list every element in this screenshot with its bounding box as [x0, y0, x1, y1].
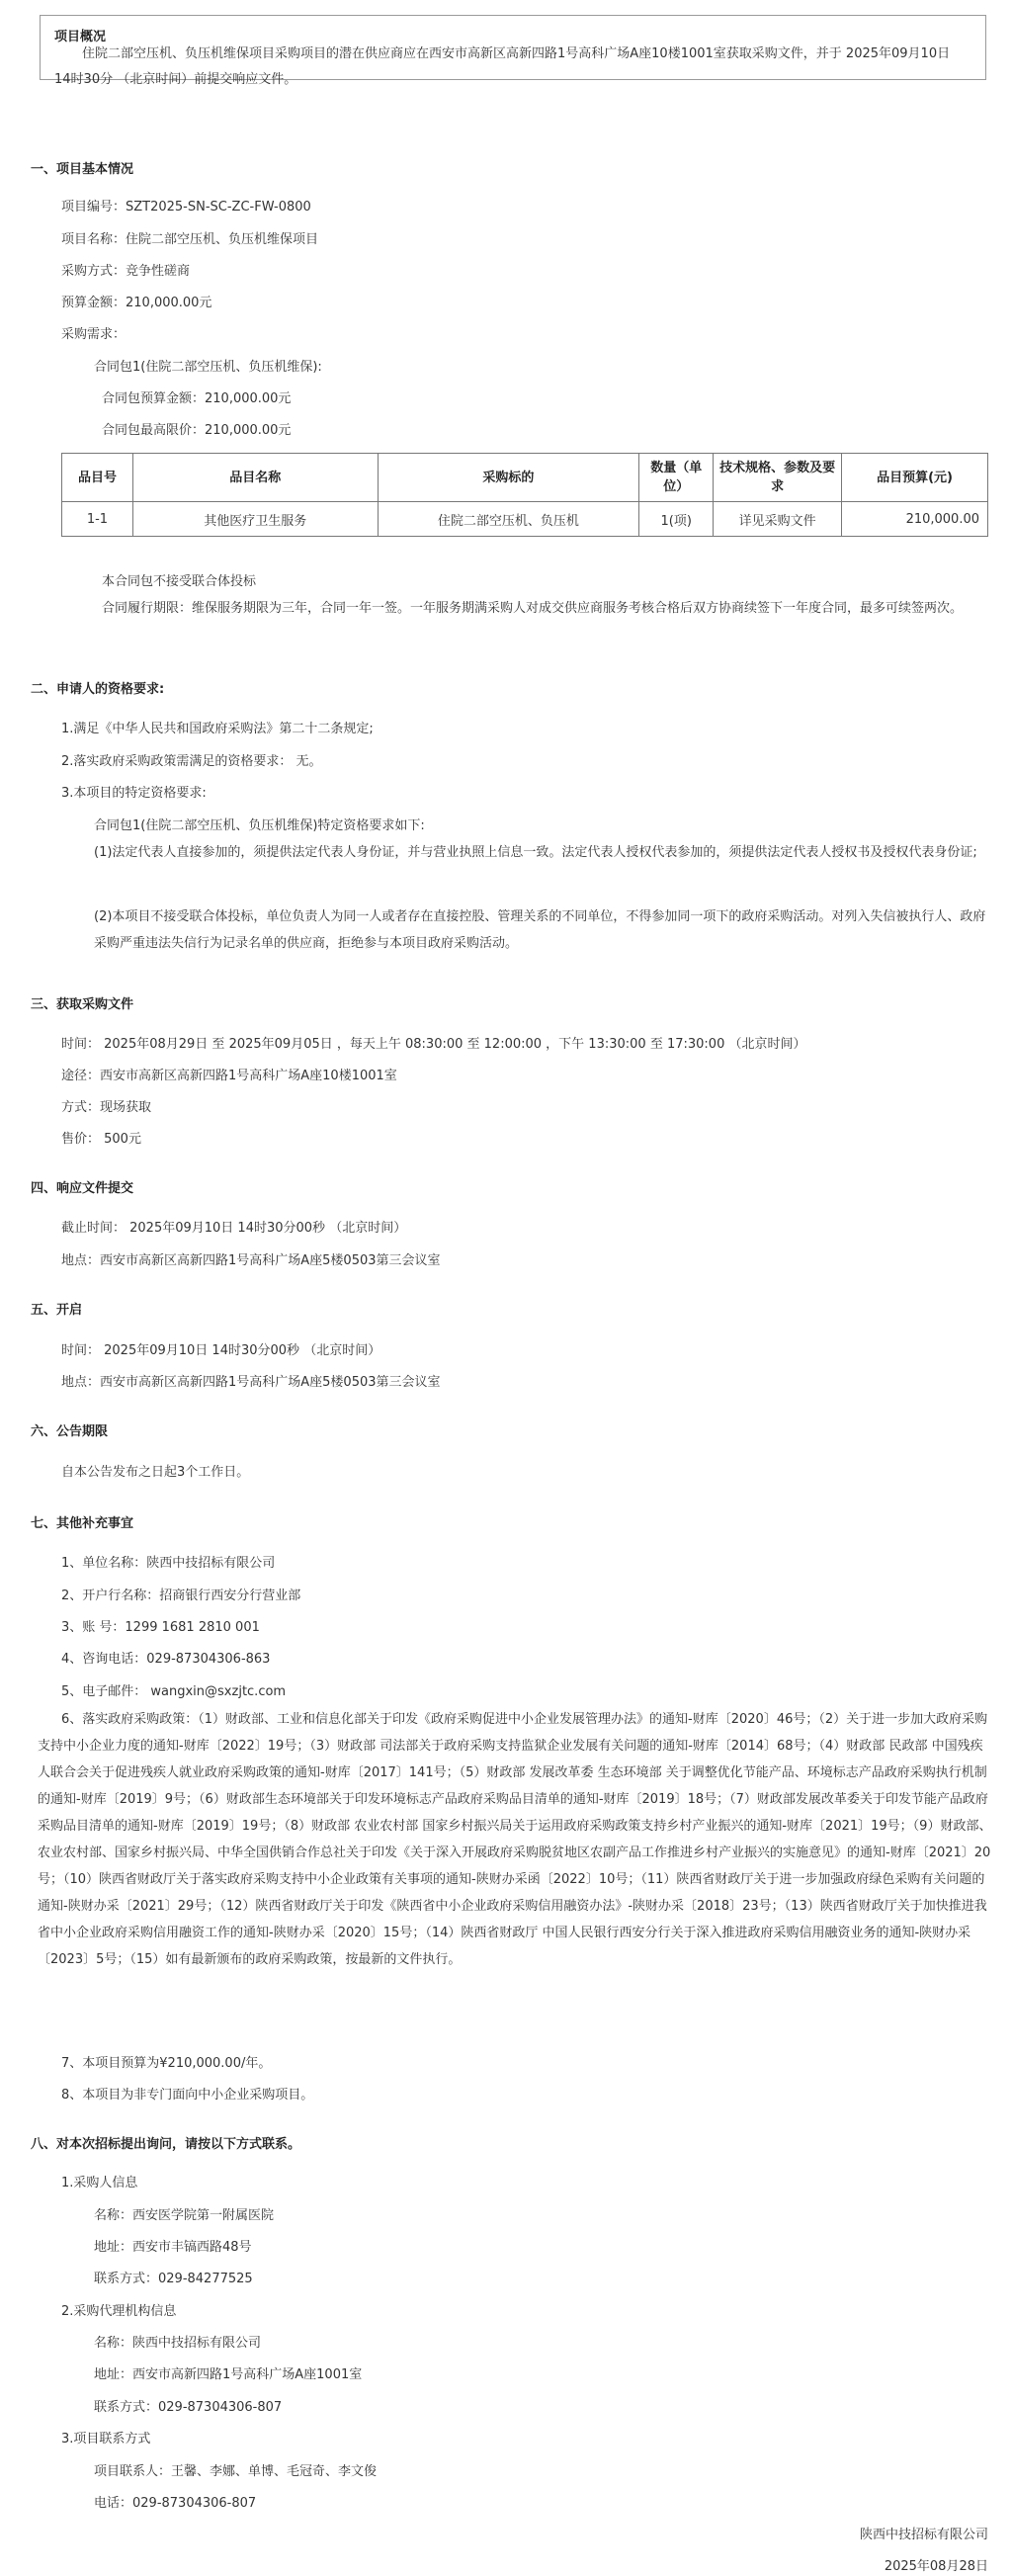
- cell-item-budget: 210,000.00: [842, 502, 988, 537]
- cell-spec: 详见采购文件: [714, 502, 842, 537]
- header-item-name: 品目名称: [132, 454, 378, 502]
- submission-place: 地点：西安市高新区高新四路1号高科广场A座5楼0503第三会议室: [61, 1253, 441, 1268]
- project-overview-box: [40, 15, 986, 87]
- requirement-1: (1)法定代表人直接参加的，须提供法定代表人身份证，并与营业执照上信息一致。法定代表人授权代表参加的，须提供法定代表人授权书及授权代表身份证;: [94, 845, 977, 860]
- section-7-title: 七、其他补充事宜: [31, 1516, 134, 1531]
- agent-name: 名称：陕西中技招标有限公司: [94, 2336, 262, 2351]
- section-3-title: 三、获取采购文件: [31, 997, 134, 1012]
- package-specific-requirements: 合同包1(住院二部空压机、负压机维保)特定资格要求如下:: [94, 818, 425, 833]
- table-header-row: [62, 454, 988, 502]
- account-number: 3、账 号：1299 1681 2810 001: [61, 1620, 260, 1635]
- annual-budget: 7、本项目预算为¥210,000.00/年。: [61, 2056, 272, 2071]
- opening-time: 时间： 2025年09月10日 14时30分00秒 （北京时间）: [61, 1343, 381, 1358]
- consult-phone: 4、咨询电话：029-87304306-863: [61, 1652, 271, 1667]
- submission-deadline: 截止时间： 2025年09月10日 14时30分00秒 （北京时间）: [61, 1221, 407, 1236]
- project-name: 项目名称：住院二部空压机、负压机维保项目: [61, 232, 319, 247]
- notice-period: 自本公告发布之日起3个工作日。: [61, 1465, 250, 1480]
- section-4-title: 四、响应文件提交: [31, 1181, 134, 1196]
- section-5-title: 五、开启: [31, 1303, 83, 1318]
- buyer-heading: 1.采购人信息: [61, 2176, 138, 2190]
- requirement-2: (2)本项目不接受联合体投标，单位负责人为同一人或者存在直接控股、管理关系的不同单位，不得参加同一项下的政府采购活动。对列入失信被执行人、政府采购严重违法失信行为记录名单的供应商，拒绝参与本项目政府采购活动。: [94, 909, 986, 951]
- cell-item-name: 其他医疗卫生服务: [132, 502, 378, 537]
- qualification-3: 3.本项目的特定资格要求:: [61, 786, 207, 801]
- header-item-budget: 品目预算(元): [842, 454, 988, 502]
- budget-amount: 预算金额：210,000.00元: [61, 296, 212, 310]
- obtain-time: 时间： 2025年08月29日 至 2025年09月05日 ，每天上午 08:30:00 至 12:00:00 ，下午 13:30:00 至 17:30:00 （北京时间）: [61, 1037, 806, 1052]
- cell-item-no: 1-1: [62, 502, 133, 537]
- signature-date: 2025年08月28日: [884, 2559, 988, 2574]
- table-row: [62, 502, 988, 537]
- procurement-need-label: 采购需求：: [61, 327, 126, 342]
- contact-heading: 3.项目联系方式: [61, 2432, 151, 2447]
- overview-text: 住院二部空压机、负压机维保项目采购项目的潜在供应商应在西安市高新区高新四路1号高科广场A座10楼1001室获取采购文件，并于 2025年09月10日 14时30分 （北京时间）前提交响应文件。: [54, 46, 951, 87]
- buyer-phone: 联系方式：029-84277525: [94, 2272, 253, 2286]
- contract-term: 合同履行期限：维保服务期限为三年，合同一年一签。一年服务期满采购人对成交供应商服务考核合格后双方协商续签下一年度合同，最多可续签两次。: [102, 601, 964, 616]
- email-text: 5、电子邮件： wangxin@sxzjtc.com: [61, 1684, 287, 1699]
- section-1-title: 一、项目基本情况: [31, 162, 134, 177]
- cell-quantity: 1(项): [639, 502, 714, 537]
- qualification-2: 2.落实政府采购政策需满足的资格要求： 无。: [61, 754, 322, 769]
- policy-text: 6、落实政府采购政策：（1）财政部、工业和信息化部关于印发《政府采购促进中小企业发展管理办法》的通知-财库〔2020〕46号；（2）关于进一步加大政府采购支持中小企业力度的通知-财库〔2022〕19号；（3）财政部 司法部关于政府采购支持监狱企业发展有关问题的通知-财库〔2014〕68号；（4）财政部 民政部 中国残疾人联合会关于促进残疾人就业政府采购政策的通知-财库〔2017〕141号；（5）财政部 发展改革委 生态环境部 关于调整优化节能产品、环境标志产品政府采购执行机制的通知-财库〔2019〕9号；（6）财政部生态环境部关于印发环境标志产品政府采购品目清单的通知-财库〔2019〕18号；（7）财政部发展改革委关于印发节能产品政府采购品目清单的通知-财库〔2019〕19号；（8）财政部 农业农村部 国家乡村振兴局关于运用政府采购政策支持乡村产业振兴的通知-财库〔2021〕19号；（9）财政部、农业农村部、国家乡村振兴局、中华全国供销合作总社关于印发《关于深入开展政府采购脱贫地区农副产品工作推进乡村产业振兴的实施意见》的通知-财库〔2021〕20号；（10）陕西省财政厅关于落实政府采购支持中小企业政策有关事项的通知-陕财办采函〔2022〕10号；（11）陕西省财政厅关于进一步加强政府绿色采购有关问题的通知-陕财办采〔2021〕29号；（12）陕西省财政厅关于印发《陕西省中小企业政府采购信用融资办法》-陕财办采〔2018〕23号；（13）陕西省财政厅关于加快推进我省中小企业政府采购信用融资工作的通知-陕财办采〔2020〕15号；（14）陕西省财政厅 中国人民银行西安分行关于深入推进政府采购信用融资业务的通知-陕财办采〔2023〕5号；（15）如有最新颁布的政府采购政策，按最新的文件执行。: [38, 1712, 992, 1967]
- section-8-title: 八、对本次招标提出询问，请按以下方式联系。: [31, 2137, 301, 2152]
- header-subject: 采购标的: [378, 454, 639, 502]
- agent-phone: 联系方式：029-87304306-807: [94, 2400, 283, 2415]
- obtain-place: 途径：西安市高新区高新四路1号高科广场A座10楼1001室: [61, 1069, 397, 1083]
- package-max-price: 合同包最高限价：210,000.00元: [102, 423, 292, 438]
- contact-phone: 电话：029-87304306-807: [94, 2496, 257, 2511]
- header-quantity: 数量（单位）: [639, 454, 714, 502]
- header-item-no: 品目号: [62, 454, 133, 502]
- bank-name: 2、开户行名称：招商银行西安分行营业部: [61, 1589, 301, 1603]
- contact-people: 项目联系人：王馨、李娜、单博、毛冠奇、李文俊: [94, 2464, 378, 2479]
- unit-name: 1、单位名称：陕西中技招标有限公司: [61, 1556, 276, 1571]
- agent-address: 地址：西安市高新四路1号高科广场A座1001室: [94, 2367, 363, 2382]
- items-table: [61, 453, 988, 537]
- package-budget: 合同包预算金额：210,000.00元: [102, 391, 292, 406]
- buyer-name: 名称：西安医学院第一附属医院: [94, 2208, 275, 2223]
- email: [61, 1680, 286, 1699]
- section-6-title: 六、公告期限: [31, 1424, 109, 1439]
- header-spec: 技术规格、参数及要求: [714, 454, 842, 502]
- buyer-address: 地址：西安市丰镐西路48号: [94, 2240, 252, 2255]
- document-price: 售价： 500元: [61, 1132, 141, 1147]
- signature-company: 陕西中技招标有限公司: [859, 2528, 988, 2542]
- package-label: 合同包1(住院二部空压机、负压机维保):: [94, 360, 322, 375]
- qualification-1: 1.满足《中华人民共和国政府采购法》第二十二条规定;: [61, 722, 374, 736]
- obtain-way: 方式：现场获取: [61, 1100, 152, 1115]
- overview-title: 项目概况: [54, 30, 107, 44]
- project-number: 项目编号：SZT2025-SN-SC-ZC-FW-0800: [61, 200, 311, 215]
- procurement-method: 采购方式：竞争性磋商: [61, 264, 191, 279]
- cell-subject: 住院二部空压机、负压机: [378, 502, 639, 537]
- agent-heading: 2.采购代理机构信息: [61, 2304, 177, 2319]
- opening-place: 地点：西安市高新区高新四路1号高科广场A座5楼0503第三会议室: [61, 1375, 441, 1390]
- consortium-note: 本合同包不接受联合体投标: [102, 574, 257, 589]
- section-2-title: 二、申请人的资格要求:: [31, 682, 165, 697]
- sme-note: 8、本项目为非专门面向中小企业采购项目。: [61, 2088, 314, 2103]
